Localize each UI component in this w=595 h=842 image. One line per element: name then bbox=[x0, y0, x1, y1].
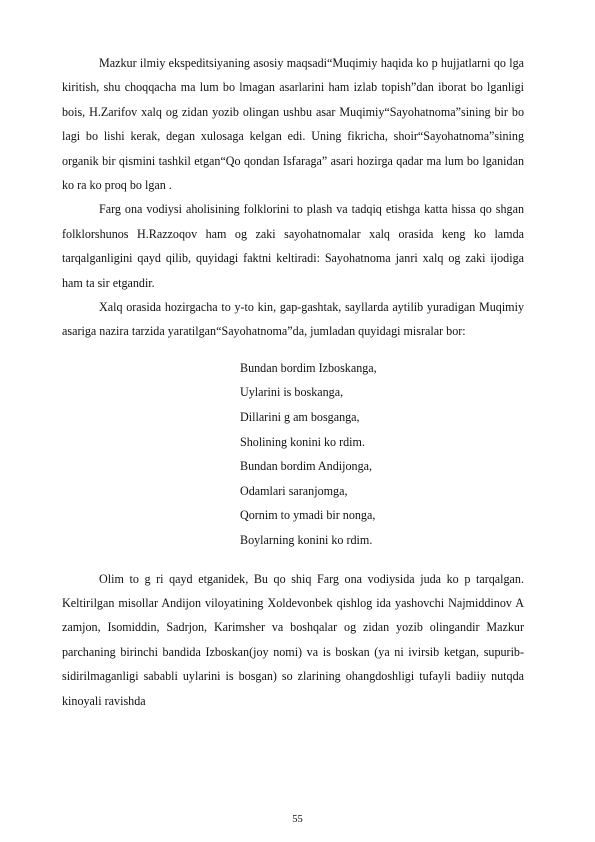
paragraph-3: Xalq orasida hozirgacha to y-to kin, gap-gashtak, sayllarda aytilib yuradigan Muqimiy asariga nazira tarzida yaratilgan“Sayohatnoma”da, jumladan quyidagi misralar bor: bbox=[62, 300, 524, 339]
poem-line: Boylarning konini ko rdim. bbox=[240, 533, 373, 548]
page-number: 55 bbox=[292, 814, 303, 825]
poem-line: Qornim to ymadi bir nonga, bbox=[240, 508, 376, 523]
poem-block bbox=[240, 356, 524, 553]
poem-line: Bundan bordim Izboskanga, bbox=[240, 360, 377, 375]
poem-line: Sholining konini ko rdim. bbox=[240, 434, 365, 449]
page-content bbox=[62, 51, 524, 713]
paragraph-1: Mazkur ilmiy ekspeditsiyaning asosiy maqsadi“Muqimiy haqida ko p hujjatlarni qo lga kiritish, shu choqqacha ma lum bo lmagan asarlarini ham izlab topish”dan iborat bo lganligi bois, H.Zarifov xalq og zidan yozib olingan ushbu asar Muqimiy“Sayohatnoma”sining bir bo lagi bo lishi kerak, degan xulosaga kelgan edi. Uning fikricha, shoir“Sayohatnoma”sining organik bir qismini tashkil etgan“Qo qondan Isfaraga” asari hozirga qadar ma lum bo lganidan ko ra ko proq bo lgan . bbox=[62, 56, 524, 193]
poem-line: Odamlari saranjomga, bbox=[240, 483, 348, 498]
poem-line: Dillarini g am bosganga, bbox=[240, 410, 360, 425]
paragraph-2: Farg ona vodiysi aholisining folklorini to plash va tadqiq etishga katta hissa qo shgan folklorshunos H.Razzoqov ham og zaki sayohatnomalar xalq orasida keng ko lamda tarqalganligini qayd qilib, quyidagi faktni keltiradi: Sayohatnoma janri xalq og zaki ijodiga ham ta sir etgandir. bbox=[62, 202, 524, 290]
poem-line: Bundan bordim Andijonga, bbox=[240, 459, 373, 474]
poem-line: Uylarini is boskanga, bbox=[240, 385, 344, 400]
paragraph-4: Olim to g ri qayd etganidek, Bu qo shiq Farg ona vodiysida juda ko p tarqalgan. Keltirilgan misollar Andijon viloyatining Xoldevonbek qishlog ida yashovchi Najmiddinov A zamjon, Isomiddin, Sadrjon, Karimsher va boshqalar og zidan yozib olingandir Mazkur parchaning birinchi bandida Izboskan(joy nomi) va is boskan (ya ni ivirsib ketgan, supurib-sidirilmaganligi sababli uylarini is bosgan) so zlarining ohangdoshligi tufayli badiiy nutqda kinoyali ravishda bbox=[62, 571, 524, 708]
